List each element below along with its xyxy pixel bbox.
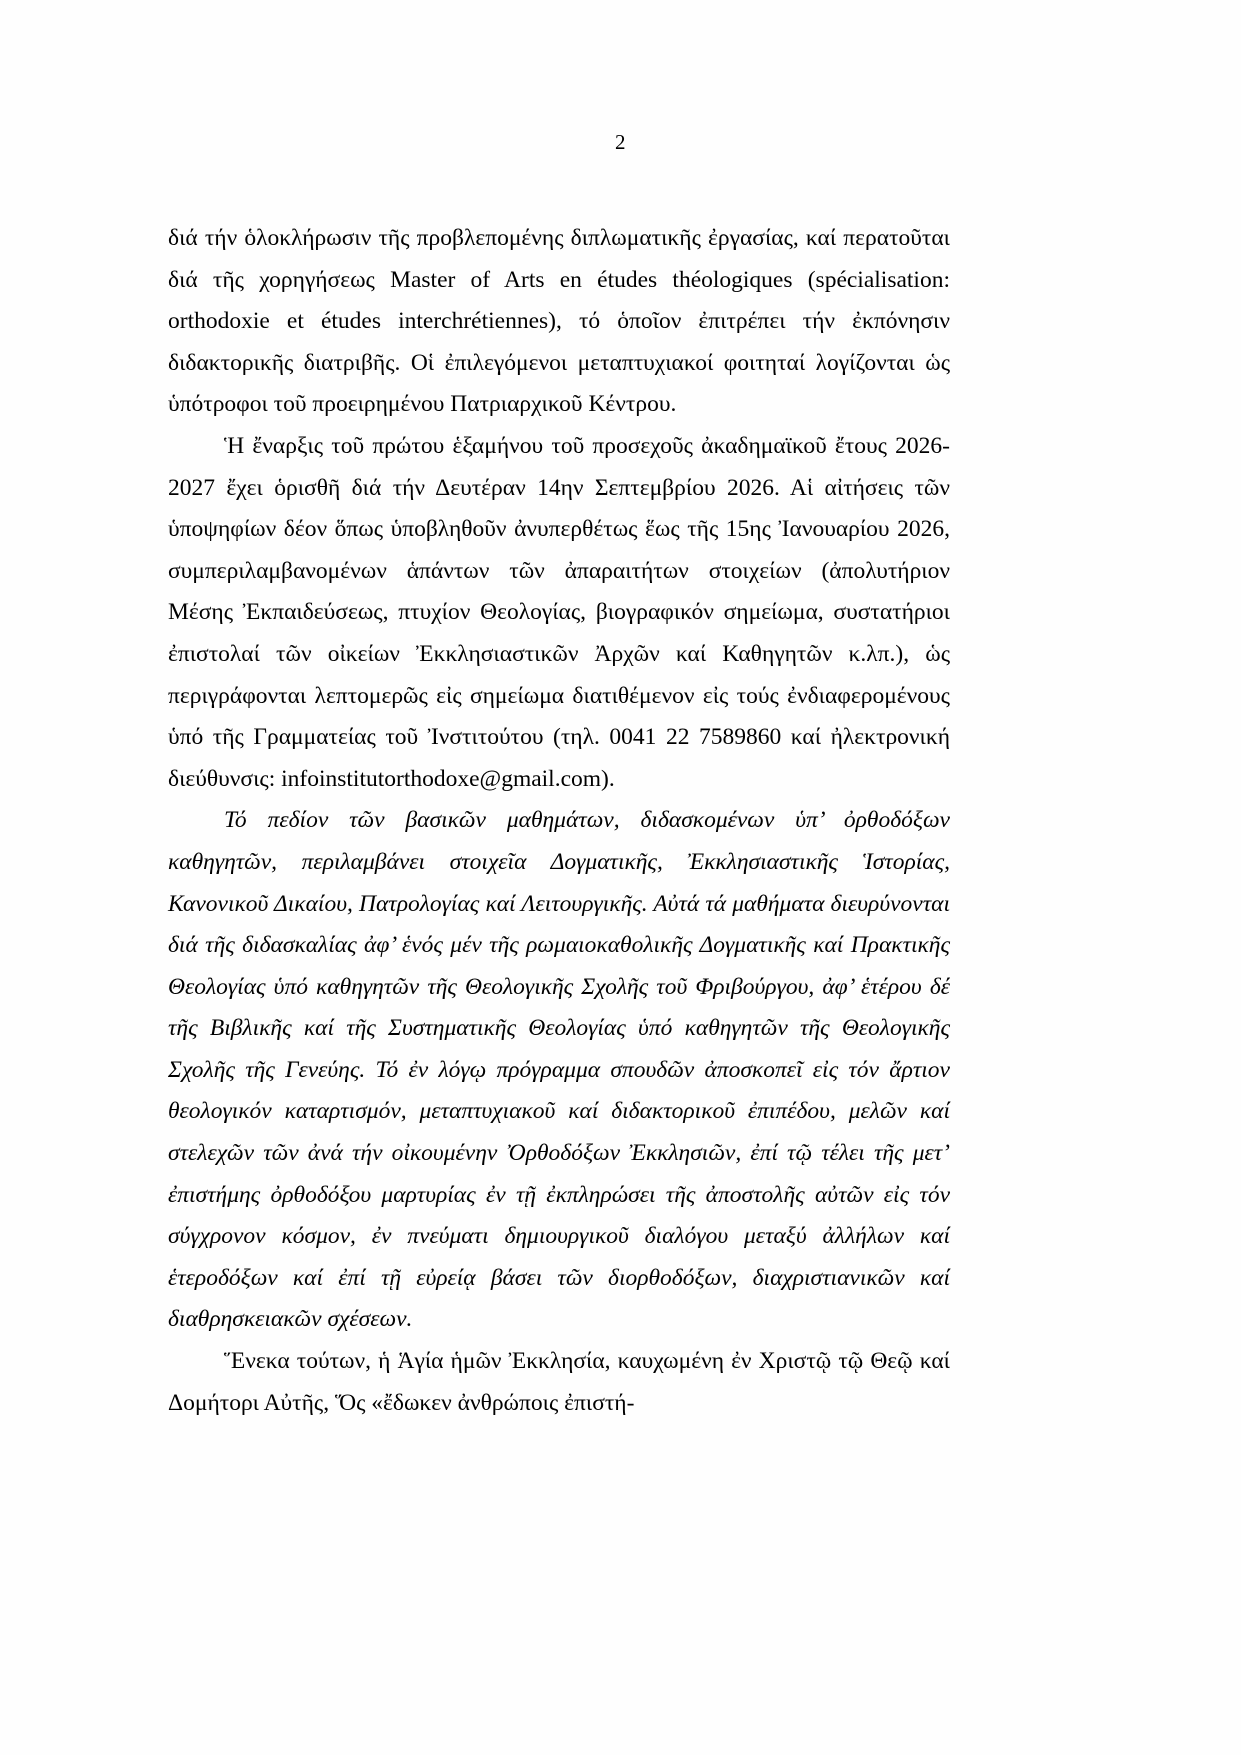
page-number: 2	[615, 130, 626, 154]
body-text	[168, 218, 950, 1424]
paragraph-3: Τό πεδίον τῶν βασικῶν μαθημάτων, διδασκομένων ὑπ’ ὀρθοδόξων καθηγητῶν, περιλαμβάνει στοιχεῖα Δογματικῆς, Ἐκκλησιαστικῆς Ἱστορίας, Κανονικοῦ Δικαίου, Πατρολογίας καί Λειτουργικῆς. Αὐτά τά μαθήματα διευρύνονται διά τῆς διδασκαλίας ἀφ’ ἑνός μέν τῆς ρωμαιοκαθολικῆς Δογματικῆς καί Πρακτικῆς Θεολογίας ὑπό καθηγητῶν τῆς Θεολογικῆς Σχολῆς τοῦ Φριβούργου, ἀφ’ ἑτέρου δέ τῆς Βιβλικῆς καί τῆς Συστηματικῆς Θεολογίας ὑπό καθηγητῶν τῆς Θεολογικῆς Σχολῆς τῆς Γενεύης. Τό ἐν λόγῳ πρόγραμμα σπουδῶν ἀποσκοπεῖ εἰς τόν ἄρτιον θεολογικόν καταρτισμόν, μεταπτυχιακοῦ καί διδακτορικοῦ ἐπιπέδου, μελῶν καί στελεχῶν τῶν ἀνά τήν οἰκουμένην Ὀρθοδόξων Ἐκκλησιῶν, ἐπί τῷ τέλει τῆς μετ’ ἐπιστήμης ὀρθοδόξου μαρτυρίας ἐν τῇ ἐκπληρώσει τῆς ἀποστολῆς αὐτῶν εἰς τόν σύγχρονον κόσμον, ἐν πνεύματι δημιουργικοῦ διαλόγου μεταξύ ἀλλήλων καί ἑτεροδόξων καί ἐπί τῇ εὐρείᾳ βάσει τῶν διορθοδόξων, διαχριστιανικῶν καί διαθρησκειακῶν σχέσεων.	[168, 807, 950, 1333]
paragraph-1: διά τήν ὁλοκλήρωσιν τῆς προβλεπομένης διπλωματικῆς ἐργασίας, καί περατοῦται διά τῆς χορηγήσεως Master of Arts en études théologiques (spécialisation: orthodoxie et études interchrétiennes), τό ὁποῖον ἐπιτρέπει τήν ἐκπόνησιν διδακτορικῆς διατριβῆς. Οἱ ἐπιλεγόμενοι μεταπτυχιακοί φοιτηταί λογίζονται ὡς ὑπότροφοι τοῦ προειρημένου Πατριαρχικοῦ Κέντρου.	[168, 225, 950, 418]
paragraph-2: Ἡ ἔναρξις τοῦ πρώτου ἑξαμήνου τοῦ προσεχοῦς ἀκαδημαϊκοῦ ἔτους 2026-2027 ἔχει ὁρισθῆ διά τήν Δευτέραν 14ην Σεπτεμβρίου 2026. Αἱ αἰτήσεις τῶν ὑποψηφίων δέον ὅπως ὑποβληθοῦν ἀνυπερθέτως ἕως τῆς 15ης Ἰανουαρίου 2026, συμπεριλαμβανομένων ἁπάντων τῶν ἀπαραιτήτων στοιχείων (ἀπολυτήριον Μέσης Ἐκπαιδεύσεως, πτυχίον Θεολογίας, βιογραφικόν σημείωμα, συστατήριοι ἐπιστολαί τῶν οἰκείων Ἐκκλησιαστικῶν Ἀρχῶν καί Καθηγητῶν κ.λπ.), ὡς περιγράφονται λεπτομερῶς εἰς σημείωμα διατιθέμενον εἰς τούς ἐνδιαφερομένους ὑπό τῆς Γραμματείας τοῦ Ἰνστιτούτου (τηλ. 0041 22 7589860 καί ἠλεκτρονική διεύθυνσις: infoinstitutorthodoxe@gmail.com).	[168, 432, 950, 792]
paragraph-4: Ἕνεκα τούτων, ἡ Ἁγία ἡμῶν Ἐκκλησία, καυχωμένη ἐν Χριστῷ τῷ Θεῷ καί Δομήτορι Αὐτῆς, Ὅς «ἔδωκεν ἀνθρώποις ἐπιστή-	[168, 1348, 950, 1416]
